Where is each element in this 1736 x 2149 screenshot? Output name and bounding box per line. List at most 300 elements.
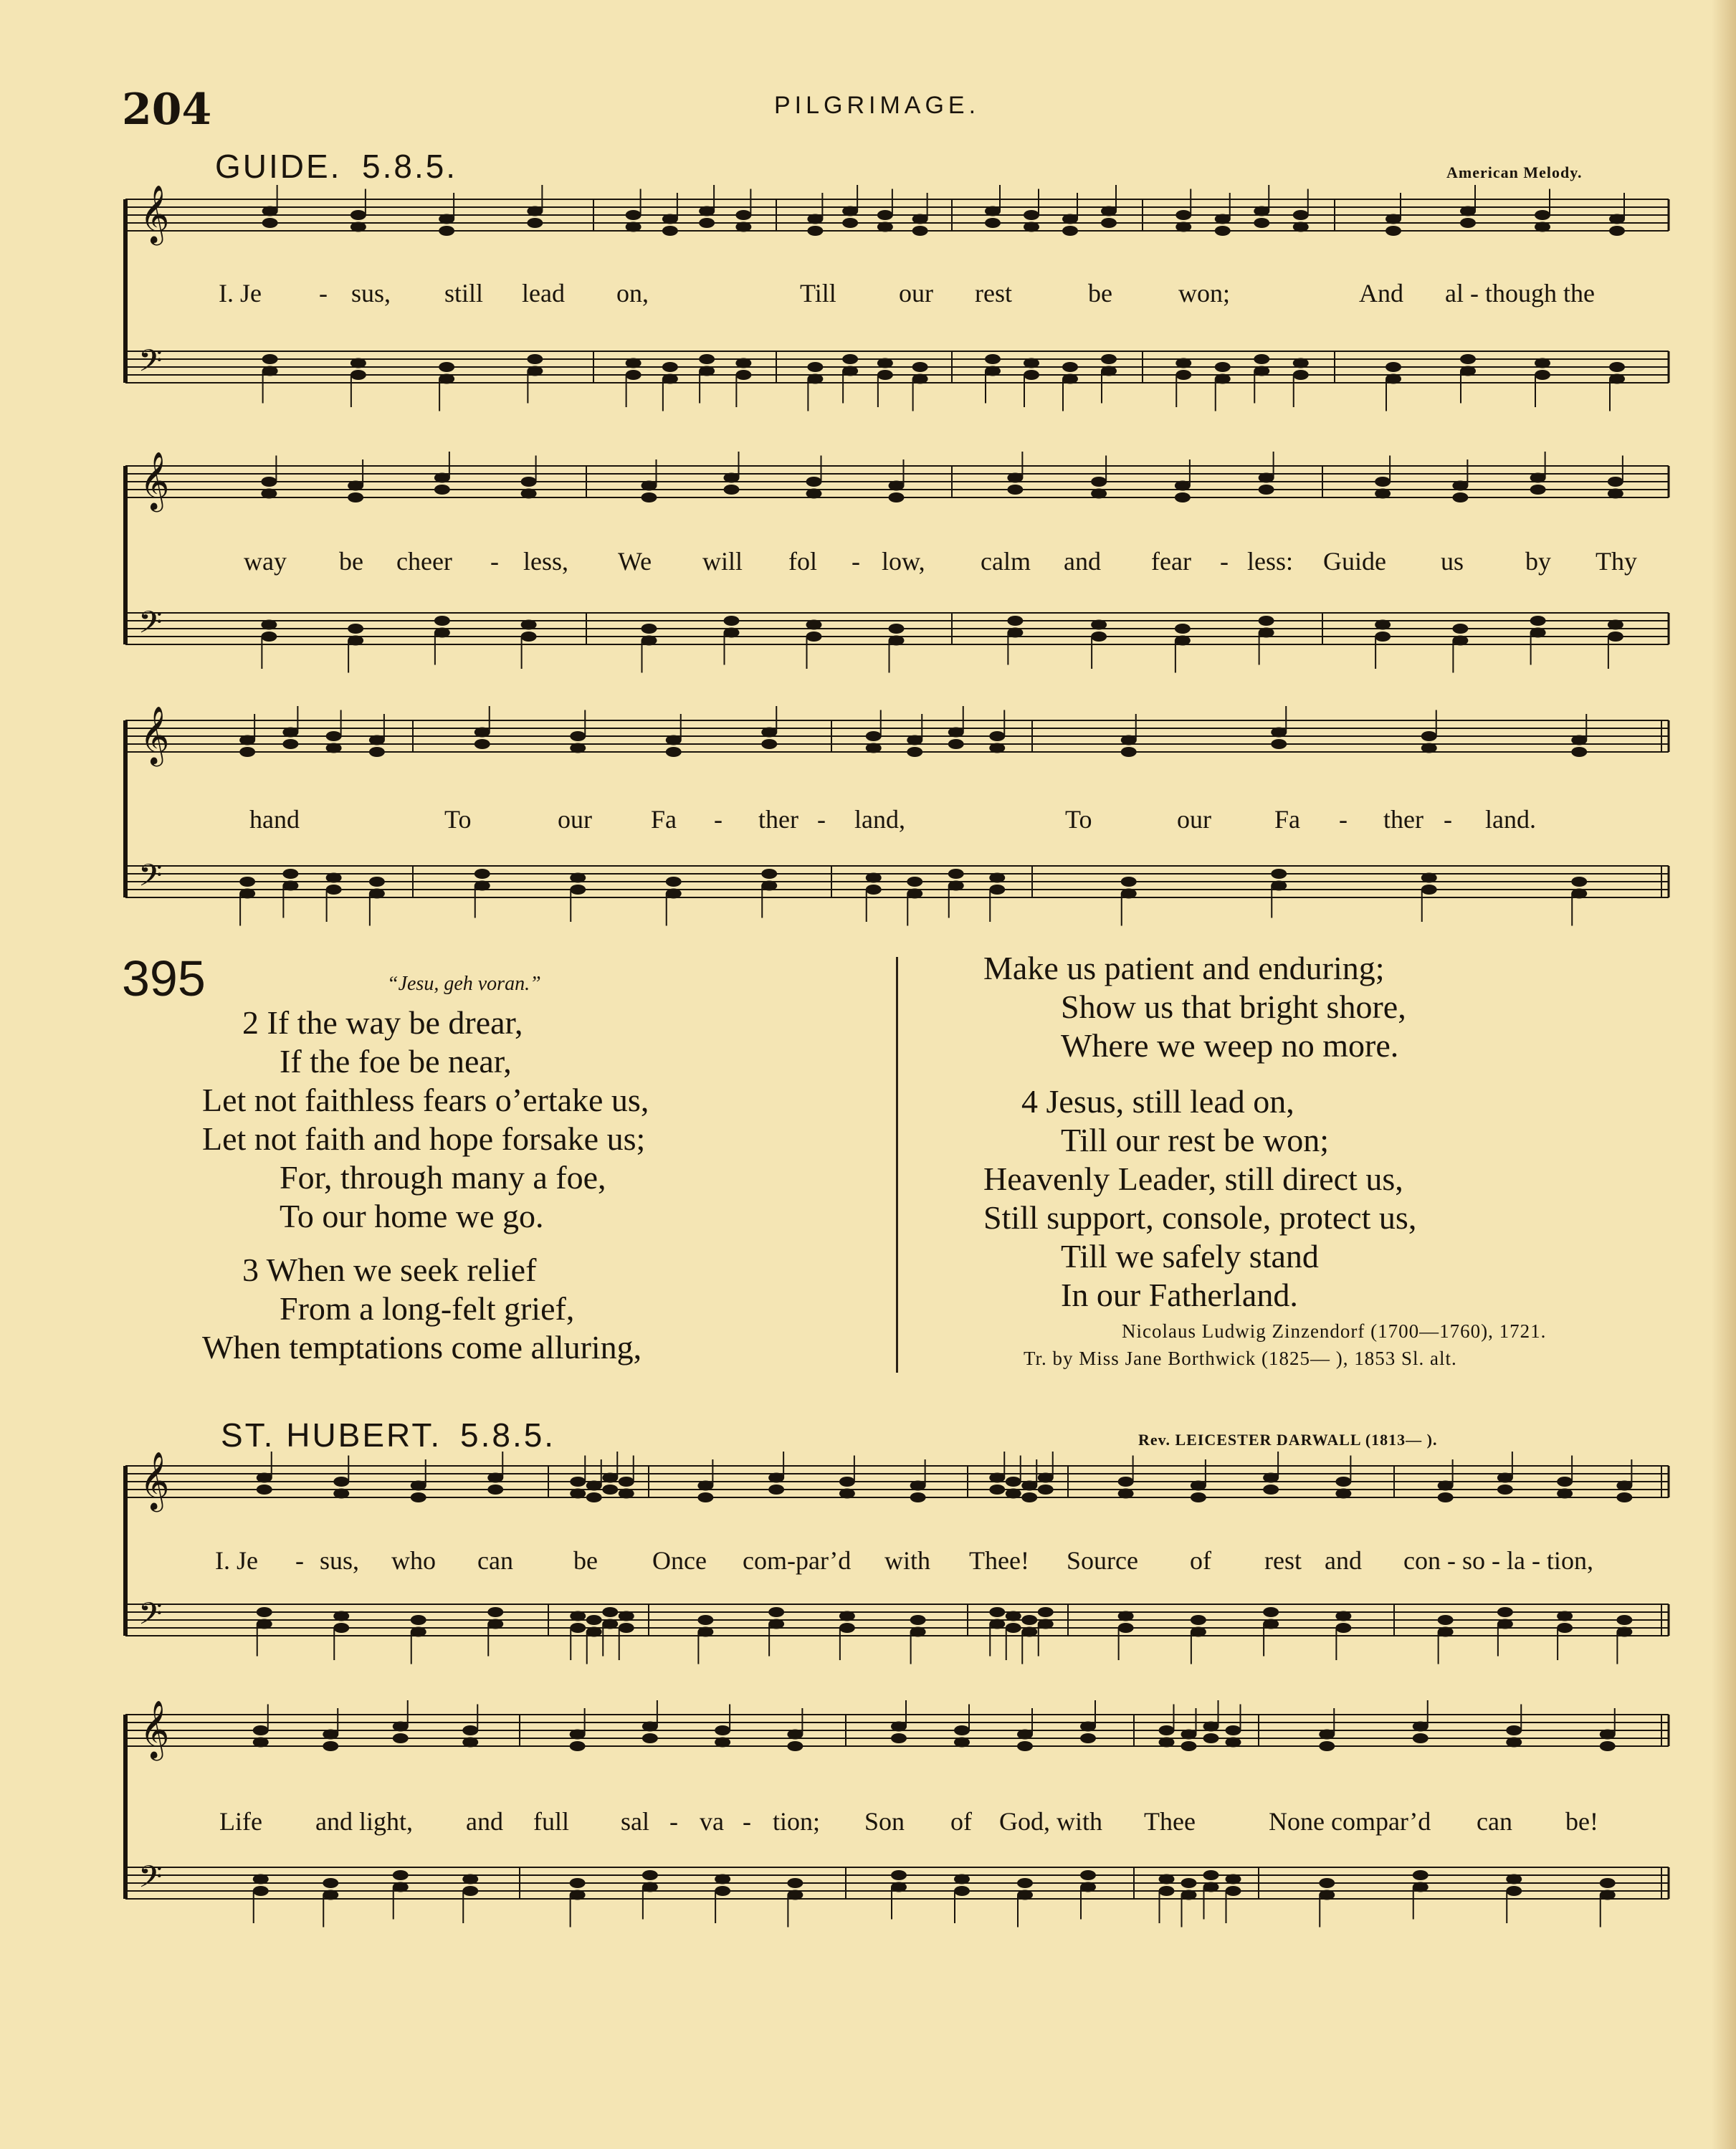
notehead bbox=[1254, 206, 1269, 216]
notehead bbox=[369, 877, 385, 887]
notehead bbox=[724, 473, 740, 483]
verse-line: 3 When we seek relief bbox=[242, 1252, 537, 1288]
verse-line: From a long-felt grief, bbox=[280, 1290, 575, 1327]
notehead bbox=[697, 1627, 713, 1637]
notehead bbox=[1616, 1615, 1632, 1625]
notehead bbox=[1452, 624, 1468, 634]
notehead bbox=[1452, 636, 1468, 646]
notehead bbox=[1017, 1741, 1033, 1751]
lyric: - bbox=[295, 1546, 304, 1575]
notehead bbox=[434, 628, 450, 638]
notehead bbox=[1609, 362, 1625, 372]
lyric: ther bbox=[1383, 805, 1423, 834]
notehead bbox=[1006, 1489, 1021, 1499]
notehead bbox=[1557, 1477, 1573, 1487]
notehead bbox=[724, 616, 740, 626]
notehead bbox=[1024, 210, 1039, 220]
notehead bbox=[768, 1619, 784, 1629]
notehead bbox=[989, 743, 1005, 753]
notehead bbox=[1452, 492, 1468, 502]
notehead bbox=[602, 1485, 618, 1495]
notehead bbox=[253, 1874, 269, 1884]
notehead bbox=[787, 1890, 803, 1900]
notehead bbox=[1535, 370, 1550, 380]
bass-clef: 𝄢 bbox=[138, 858, 163, 901]
notehead bbox=[1293, 210, 1309, 220]
notehead bbox=[642, 1733, 658, 1743]
notehead bbox=[369, 735, 385, 745]
notehead bbox=[261, 477, 277, 487]
notehead bbox=[1535, 358, 1550, 368]
notehead bbox=[842, 218, 858, 228]
notehead bbox=[1616, 1481, 1632, 1491]
lyric: rest bbox=[975, 279, 1012, 308]
lyric: sal bbox=[621, 1807, 649, 1836]
notehead bbox=[842, 206, 858, 216]
lyric: To bbox=[1065, 805, 1092, 834]
notehead bbox=[1021, 1615, 1037, 1625]
notehead bbox=[1609, 374, 1625, 384]
notehead bbox=[699, 366, 715, 376]
notehead bbox=[1335, 1489, 1351, 1499]
notehead bbox=[910, 1492, 926, 1502]
notehead bbox=[787, 1878, 803, 1888]
notehead bbox=[1101, 354, 1117, 364]
notehead bbox=[1181, 1890, 1197, 1900]
verse-line: 4 Jesus, still lead on, bbox=[1021, 1083, 1294, 1120]
notehead bbox=[910, 1615, 926, 1625]
notehead bbox=[1038, 1619, 1054, 1629]
notehead bbox=[1386, 374, 1401, 384]
lyric: com-par’d bbox=[743, 1546, 852, 1575]
notehead bbox=[1438, 1615, 1454, 1625]
notehead bbox=[699, 218, 715, 228]
notehead bbox=[1335, 1611, 1351, 1621]
notehead bbox=[1181, 1730, 1197, 1740]
notehead bbox=[1175, 636, 1191, 646]
notehead bbox=[350, 358, 366, 368]
notehead bbox=[866, 731, 882, 741]
lyric: - bbox=[852, 547, 860, 576]
notehead bbox=[891, 1882, 907, 1892]
notehead bbox=[1413, 1733, 1429, 1743]
notehead bbox=[1413, 1870, 1429, 1880]
notehead bbox=[333, 1611, 349, 1621]
notehead bbox=[1017, 1878, 1033, 1888]
notehead bbox=[1080, 1870, 1096, 1880]
verse-line: In our Fatherland. bbox=[1061, 1277, 1298, 1313]
notehead bbox=[1007, 628, 1023, 638]
lyric: low, bbox=[882, 547, 925, 576]
notehead bbox=[807, 226, 823, 236]
lyric: Thee bbox=[1144, 1807, 1196, 1836]
notehead bbox=[261, 632, 277, 642]
notehead bbox=[282, 881, 298, 891]
notehead bbox=[642, 1870, 658, 1880]
notehead bbox=[1375, 489, 1391, 499]
notehead bbox=[989, 1485, 1005, 1495]
notehead bbox=[257, 1607, 272, 1617]
lyric: less, bbox=[523, 547, 568, 576]
notehead bbox=[1438, 1627, 1454, 1637]
notehead bbox=[570, 1878, 586, 1888]
notehead bbox=[1557, 1489, 1573, 1499]
notehead bbox=[253, 1738, 269, 1748]
notehead bbox=[393, 1722, 409, 1732]
notehead bbox=[1535, 222, 1550, 232]
notehead bbox=[912, 362, 928, 372]
lyric: - bbox=[319, 279, 328, 308]
notehead bbox=[1175, 222, 1191, 232]
verse-line: If the foe be near, bbox=[280, 1043, 512, 1080]
notehead bbox=[1259, 616, 1274, 626]
notehead bbox=[626, 210, 642, 220]
notehead bbox=[807, 374, 823, 384]
notehead bbox=[1557, 1623, 1573, 1633]
lyric: - bbox=[669, 1807, 678, 1836]
notehead bbox=[350, 370, 366, 380]
bass-clef: 𝄢 bbox=[138, 605, 163, 648]
notehead bbox=[570, 1489, 586, 1499]
lyric: tion; bbox=[773, 1807, 821, 1836]
treble-clef: 𝄞 bbox=[140, 705, 170, 764]
notehead bbox=[839, 1489, 855, 1499]
notehead bbox=[1017, 1890, 1033, 1900]
lyric: - bbox=[1444, 805, 1452, 834]
notehead bbox=[1293, 222, 1309, 232]
notehead bbox=[1080, 1733, 1096, 1743]
notehead bbox=[697, 1615, 713, 1625]
notehead bbox=[1271, 869, 1287, 879]
notehead bbox=[439, 362, 454, 372]
notehead bbox=[1530, 628, 1546, 638]
notehead bbox=[1375, 477, 1391, 487]
notehead bbox=[806, 620, 822, 630]
notehead bbox=[866, 885, 882, 895]
notehead bbox=[1571, 889, 1587, 899]
notehead bbox=[666, 877, 682, 887]
tune1-attribution: American Melody. bbox=[1446, 163, 1583, 181]
notehead bbox=[1091, 477, 1107, 487]
notehead bbox=[570, 1611, 586, 1621]
notehead bbox=[1506, 1886, 1522, 1896]
tune2-meter: 5.8.5. bbox=[460, 1416, 556, 1454]
notehead bbox=[1159, 1874, 1175, 1884]
notehead bbox=[262, 206, 278, 216]
notehead bbox=[1226, 1874, 1241, 1884]
notehead bbox=[1091, 489, 1107, 499]
lyric: less: bbox=[1247, 547, 1294, 576]
notehead bbox=[1259, 485, 1274, 495]
notehead bbox=[1091, 632, 1107, 642]
verse-line: Till our rest be won; bbox=[1061, 1122, 1329, 1158]
notehead bbox=[1335, 1623, 1351, 1633]
notehead bbox=[462, 1738, 478, 1748]
lyric: and bbox=[1064, 547, 1101, 576]
notehead bbox=[411, 1627, 426, 1637]
lyric: sus, bbox=[351, 279, 391, 308]
notehead bbox=[989, 1473, 1005, 1483]
notehead bbox=[954, 1738, 970, 1748]
notehead bbox=[1259, 628, 1274, 638]
notehead bbox=[1460, 206, 1476, 216]
notehead bbox=[570, 1730, 586, 1740]
notehead bbox=[907, 735, 922, 745]
lyric: - bbox=[817, 805, 826, 834]
notehead bbox=[1118, 1611, 1134, 1621]
notehead bbox=[761, 881, 777, 891]
notehead bbox=[586, 1492, 602, 1502]
notehead bbox=[1175, 370, 1191, 380]
notehead bbox=[261, 489, 277, 499]
lyric: I. Je bbox=[219, 279, 262, 308]
notehead bbox=[282, 728, 298, 738]
verse-line: Let not faithless fears o’ertake us, bbox=[202, 1082, 649, 1118]
lyric: hand bbox=[249, 805, 300, 834]
lyric: None compar’d bbox=[1269, 1807, 1431, 1836]
lyric: can bbox=[1477, 1807, 1512, 1836]
lyric: us bbox=[1441, 547, 1464, 576]
notehead bbox=[1616, 1492, 1632, 1502]
notehead bbox=[626, 358, 642, 368]
notehead bbox=[1175, 358, 1191, 368]
verse-line: For, through many a foe, bbox=[280, 1159, 606, 1196]
notehead bbox=[369, 747, 385, 757]
notehead bbox=[1121, 735, 1137, 745]
lyric: Till bbox=[800, 279, 836, 308]
notehead bbox=[602, 1619, 618, 1629]
notehead bbox=[989, 731, 1005, 741]
notehead bbox=[348, 492, 363, 502]
lyric: al - though the bbox=[1445, 279, 1595, 308]
notehead bbox=[602, 1607, 618, 1617]
notehead bbox=[262, 366, 278, 376]
notehead bbox=[626, 370, 642, 380]
notehead bbox=[527, 354, 543, 364]
notehead bbox=[239, 735, 255, 745]
notehead bbox=[1062, 374, 1078, 384]
notehead bbox=[989, 885, 1005, 895]
notehead bbox=[866, 873, 882, 883]
notehead bbox=[1571, 747, 1587, 757]
notehead bbox=[948, 728, 964, 738]
notehead bbox=[1616, 1627, 1632, 1637]
notehead bbox=[1226, 1725, 1241, 1735]
notehead bbox=[1271, 739, 1287, 749]
notehead bbox=[619, 1611, 634, 1621]
notehead bbox=[989, 1619, 1005, 1629]
notehead bbox=[989, 1607, 1005, 1617]
notehead bbox=[1226, 1886, 1241, 1896]
notehead bbox=[1038, 1485, 1054, 1495]
notehead bbox=[1263, 1485, 1279, 1495]
notehead bbox=[1600, 1890, 1616, 1900]
page-edge-shadow bbox=[1712, 0, 1736, 2149]
lyric: Fa bbox=[1274, 805, 1300, 834]
notehead bbox=[1386, 226, 1401, 236]
notehead bbox=[1159, 1738, 1175, 1748]
notehead bbox=[907, 889, 922, 899]
notehead bbox=[724, 628, 740, 638]
lyric: be bbox=[339, 547, 363, 576]
notehead bbox=[1006, 1623, 1021, 1633]
lyric: way bbox=[244, 547, 287, 576]
notehead bbox=[619, 1489, 634, 1499]
notehead bbox=[1600, 1878, 1616, 1888]
notehead bbox=[1024, 370, 1039, 380]
notehead bbox=[715, 1725, 730, 1735]
bass-clef: 𝄢 bbox=[138, 343, 163, 386]
notehead bbox=[1319, 1878, 1335, 1888]
notehead bbox=[642, 481, 657, 491]
lyric: who bbox=[391, 1546, 436, 1575]
notehead bbox=[1506, 1725, 1522, 1735]
notehead bbox=[619, 1623, 634, 1633]
notehead bbox=[1121, 889, 1137, 899]
hymn-number: 395 bbox=[122, 950, 206, 1006]
verse-line: Where we weep no more. bbox=[1061, 1027, 1399, 1064]
notehead bbox=[1203, 1733, 1219, 1743]
notehead bbox=[842, 354, 858, 364]
notehead bbox=[1021, 1627, 1037, 1637]
notehead bbox=[439, 226, 454, 236]
notehead bbox=[1259, 473, 1274, 483]
notehead bbox=[807, 214, 823, 224]
notehead bbox=[912, 214, 928, 224]
notehead bbox=[1101, 218, 1117, 228]
notehead bbox=[474, 739, 490, 749]
notehead bbox=[434, 485, 450, 495]
notehead bbox=[1175, 492, 1191, 502]
notehead bbox=[1191, 1492, 1206, 1502]
notehead bbox=[1263, 1607, 1279, 1617]
lyric: To bbox=[444, 805, 472, 834]
lyric: our bbox=[899, 279, 933, 308]
notehead bbox=[1021, 1481, 1037, 1491]
running-head: PILGRIMAGE. bbox=[774, 92, 981, 119]
notehead bbox=[1203, 1870, 1219, 1880]
lyric: be! bbox=[1565, 1807, 1598, 1836]
notehead bbox=[462, 1886, 478, 1896]
notehead bbox=[948, 739, 964, 749]
notehead bbox=[1609, 226, 1625, 236]
notehead bbox=[1571, 735, 1587, 745]
lyric: rest bbox=[1264, 1546, 1302, 1575]
notehead bbox=[1497, 1619, 1513, 1629]
lyric: Life bbox=[219, 1807, 262, 1836]
notehead bbox=[570, 1623, 586, 1633]
notehead bbox=[1386, 214, 1401, 224]
notehead bbox=[985, 206, 1001, 216]
lyric: con - so - la - tion, bbox=[1403, 1546, 1593, 1575]
notehead bbox=[1460, 354, 1476, 364]
notehead bbox=[282, 739, 298, 749]
notehead bbox=[948, 881, 964, 891]
notehead bbox=[1293, 370, 1309, 380]
notehead bbox=[666, 747, 682, 757]
lyric: of bbox=[950, 1807, 972, 1836]
notehead bbox=[1557, 1611, 1573, 1621]
notehead bbox=[487, 1619, 503, 1629]
lyric: still bbox=[444, 279, 484, 308]
notehead bbox=[1438, 1481, 1454, 1491]
notehead bbox=[1062, 214, 1078, 224]
notehead bbox=[1191, 1627, 1206, 1637]
notehead bbox=[954, 1725, 970, 1735]
notehead bbox=[1600, 1730, 1616, 1740]
notehead bbox=[326, 743, 342, 753]
notehead bbox=[474, 728, 490, 738]
notehead bbox=[1535, 210, 1550, 220]
notehead bbox=[323, 1878, 338, 1888]
verse-line: When temptations come alluring, bbox=[202, 1329, 642, 1366]
lyric: calm bbox=[981, 547, 1031, 576]
notehead bbox=[697, 1492, 713, 1502]
notehead bbox=[1254, 218, 1269, 228]
notehead bbox=[1530, 473, 1546, 483]
notehead bbox=[1017, 1730, 1033, 1740]
notehead bbox=[1452, 481, 1468, 491]
notehead bbox=[954, 1874, 970, 1884]
notehead bbox=[570, 1741, 586, 1751]
notehead bbox=[1600, 1741, 1616, 1751]
treble-clef: 𝄞 bbox=[140, 1451, 170, 1510]
notehead bbox=[487, 1485, 503, 1495]
lyric: We bbox=[618, 547, 652, 576]
notehead bbox=[912, 226, 928, 236]
notehead bbox=[666, 889, 682, 899]
notehead bbox=[985, 366, 1001, 376]
notehead bbox=[1421, 885, 1437, 895]
notehead bbox=[348, 624, 363, 634]
column-divider bbox=[896, 957, 898, 1373]
notehead bbox=[1319, 1741, 1335, 1751]
notehead bbox=[768, 1485, 784, 1495]
notehead bbox=[1080, 1882, 1096, 1892]
notehead bbox=[487, 1473, 503, 1483]
notehead bbox=[434, 473, 450, 483]
notehead bbox=[253, 1886, 269, 1896]
notehead bbox=[1319, 1890, 1335, 1900]
notehead bbox=[462, 1725, 478, 1735]
notehead bbox=[642, 1722, 658, 1732]
notehead bbox=[1175, 481, 1191, 491]
lyric: And bbox=[1359, 279, 1403, 308]
notehead bbox=[907, 747, 922, 757]
notehead bbox=[1438, 1492, 1454, 1502]
verse-line: Till we safely stand bbox=[1061, 1238, 1319, 1274]
notehead bbox=[642, 624, 657, 634]
notehead bbox=[439, 374, 454, 384]
notehead bbox=[326, 885, 342, 895]
verse-line: 2 If the way be drear, bbox=[242, 1004, 523, 1041]
verse-line: Let not faith and hope forsake us; bbox=[202, 1120, 646, 1157]
notehead bbox=[333, 1623, 349, 1633]
verse-line: Make us patient and enduring; bbox=[983, 950, 1385, 986]
notehead bbox=[261, 620, 277, 630]
author-credit: Nicolaus Ludwig Zinzendorf (1700—1760), 1721. bbox=[1122, 1320, 1547, 1342]
lyric: our bbox=[1177, 805, 1211, 834]
notehead bbox=[474, 881, 490, 891]
notehead bbox=[602, 1473, 618, 1483]
notehead bbox=[1006, 1477, 1021, 1487]
lyric: I. Je bbox=[215, 1546, 258, 1575]
notehead bbox=[839, 1611, 855, 1621]
notehead bbox=[521, 489, 537, 499]
notehead bbox=[768, 1607, 784, 1617]
translator-credit: Tr. by Miss Jane Borthwick (1825— ), 1853 Sl. alt. bbox=[1024, 1348, 1457, 1369]
notehead bbox=[1215, 214, 1231, 224]
